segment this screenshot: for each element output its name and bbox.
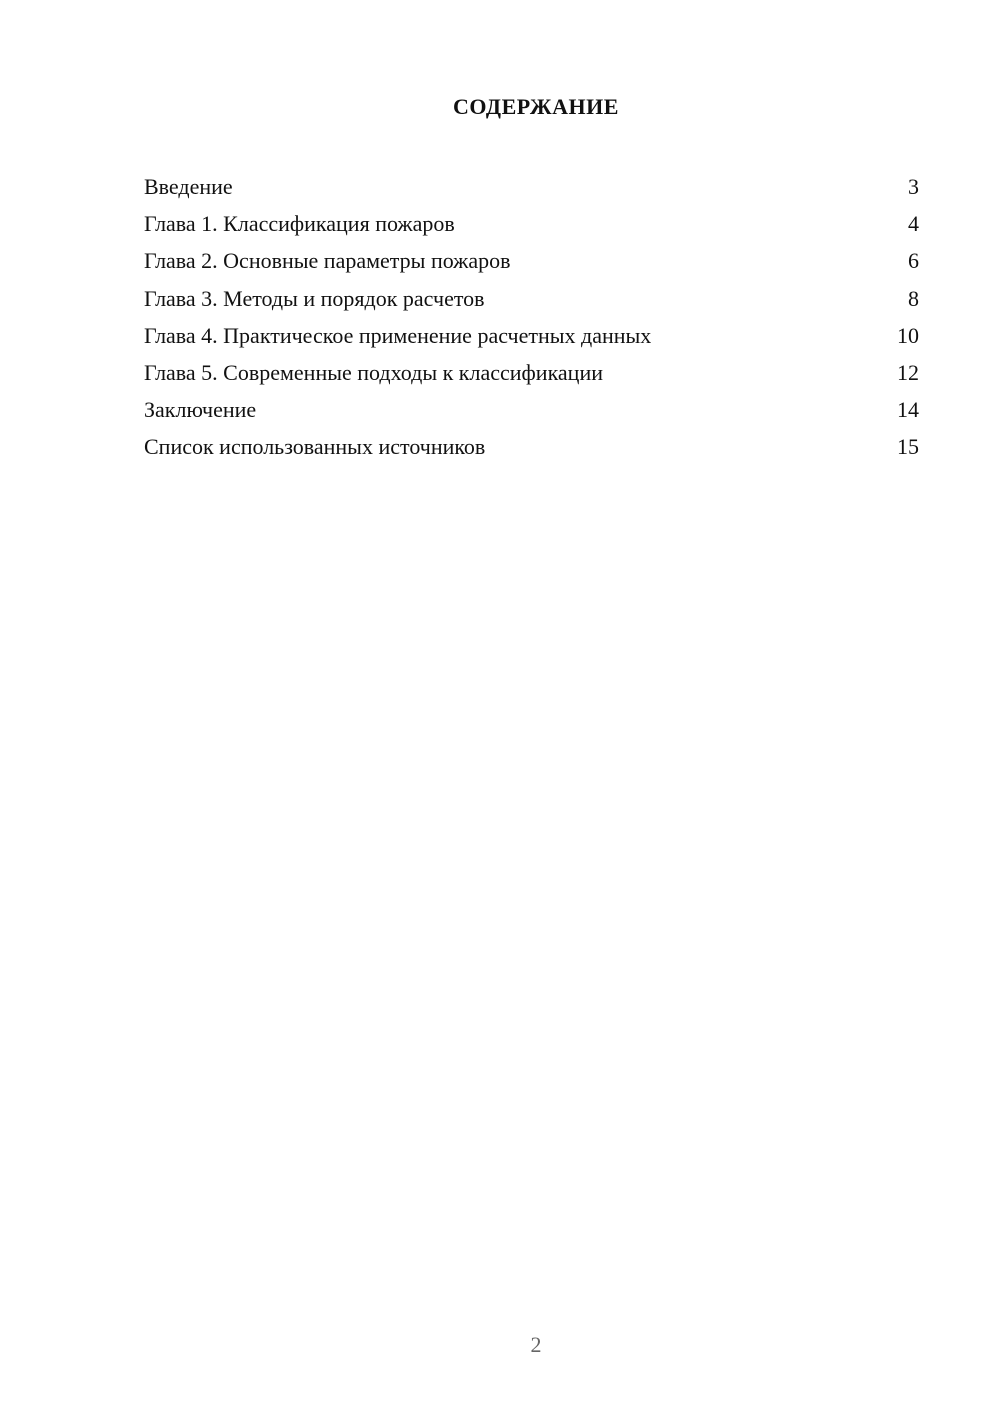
toc-entry-references: [144, 428, 919, 465]
toc-entry-page: 14: [897, 397, 919, 423]
toc-entry-label: Глава 5. Современные подходы к классификации: [144, 359, 604, 385]
toc-entry-page: 4: [908, 211, 919, 237]
toc-entry-chapter-5: [144, 354, 919, 391]
toc-entry-chapter-2: [144, 242, 919, 279]
toc-entry-page: 6: [908, 248, 919, 274]
toc-entry-page: 3: [908, 174, 919, 199]
toc-entry-label: Глава 1. Классификация пожаров: [144, 211, 455, 237]
toc-entry-label: Глава 2. Основные параметры пожаров: [144, 248, 511, 274]
toc-entry-label: Глава 3. Методы и порядок расчетов: [144, 285, 485, 311]
toc-entry-label: Введение: [144, 174, 233, 199]
toc-entry-page: 15: [897, 434, 919, 460]
toc-entry-introduction: [144, 168, 919, 205]
toc-heading: СОДЕРЖАНИЕ: [453, 94, 619, 119]
toc-entry-page: 12: [897, 359, 919, 385]
toc-entry-chapter-4: [144, 317, 919, 354]
toc-entry-chapter-1: [144, 205, 919, 242]
toc-entry-label: Глава 4. Практическое применение расчетных данных: [144, 322, 652, 348]
toc-entry-page: 10: [897, 322, 919, 348]
table-of-contents: [144, 168, 919, 466]
toc-entry-conclusion: [144, 391, 919, 428]
toc-entry-label: Список использованных источников: [144, 434, 486, 460]
toc-entry-chapter-3: [144, 280, 919, 317]
toc-entry-page: 8: [908, 285, 919, 311]
toc-entry-label: Заключение: [144, 397, 257, 423]
page-number: 2: [530, 1332, 542, 1357]
